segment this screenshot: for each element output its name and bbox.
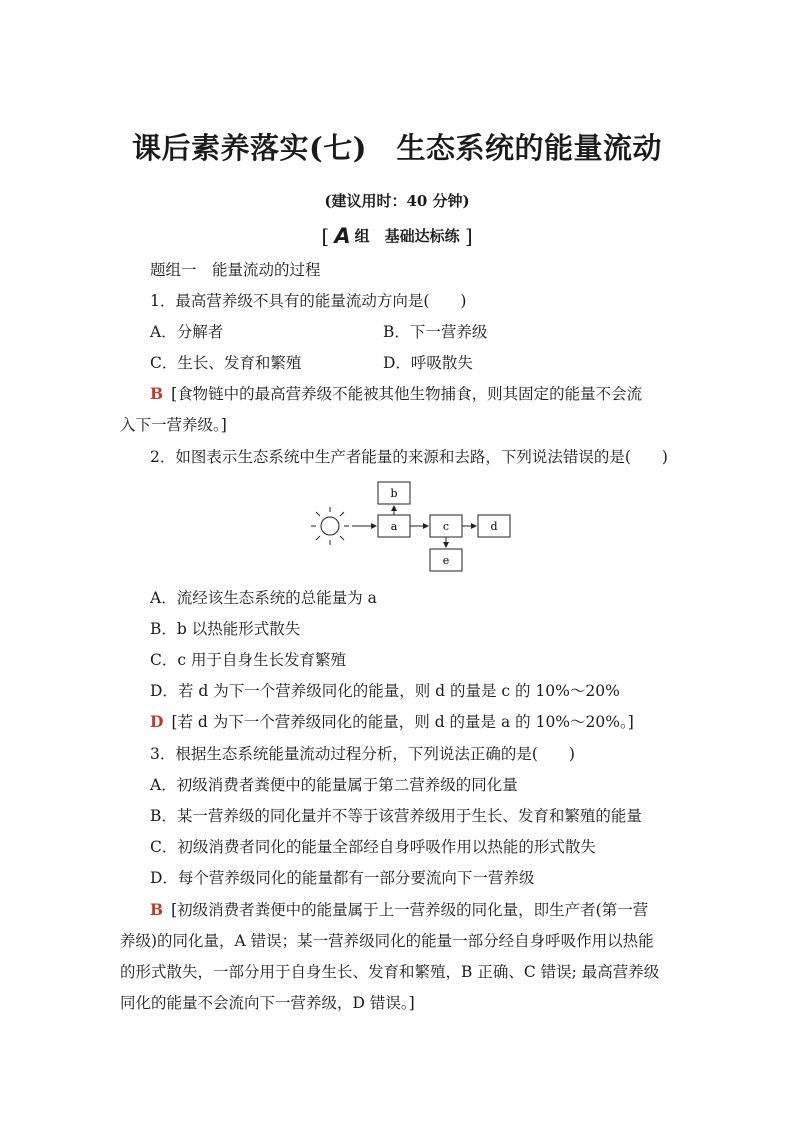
- q2-stem: 2．如图表示生态系统中生产者能量的来源和去路，下列说法错误的是( ): [150, 448, 668, 466]
- q2-explanation-text: [若 d 为下一个营养级同化的能量，则 d 的量是 a 的 10%～20%。]: [171, 713, 634, 731]
- label-e: e: [442, 554, 450, 567]
- q1-option-d: D．呼吸散失: [383, 354, 473, 372]
- suggested-time: (建议用时：40 分钟): [324, 192, 470, 210]
- q1-explanation-line2: 入下一营养级。]: [120, 416, 227, 434]
- q2-option-b: B．b 以热能形式散失: [150, 620, 301, 638]
- label-a: a: [390, 520, 398, 533]
- group-letter: A: [334, 224, 351, 248]
- q2-option-a: A．流经该生态系统的总能量为 a: [150, 589, 377, 607]
- group-label: 组 基础达标练: [354, 227, 460, 245]
- q1-answer: B: [150, 384, 164, 403]
- q1-option-a: A．分解者: [150, 323, 224, 341]
- q1-explanation: [150, 384, 642, 404]
- q1-option-b: B．下一营养级: [383, 323, 488, 341]
- q3-option-d: D．每个营养级同化的能量都有一部分要流向下一营养级: [150, 869, 535, 887]
- q3-answer: B: [150, 900, 164, 919]
- q3-explanation-line1: [初级消费者粪便中的能量属于上一营养级的同化量，即生产者(第一营: [171, 901, 649, 919]
- q1-stem: 1．最高营养级不具有的能量流动方向是( ): [150, 292, 467, 310]
- page-title: 课后素养落实(七) 生态系统的能量流动: [132, 131, 662, 165]
- q3-option-a: A．初级消费者粪便中的能量属于第二营养级的同化量: [150, 776, 518, 794]
- q2-explanation: [150, 712, 634, 732]
- q3-explanation-line2: 养级)的同化量，A 错误；某一营养级同化的能量一部分经自身呼吸作用以热能: [120, 932, 654, 950]
- q3-stem: 3．根据生态系统能量流动过程分析，下列说法正确的是( ): [150, 745, 575, 763]
- group-bracket-close: ]: [464, 224, 473, 248]
- label-d: d: [490, 520, 498, 533]
- section-heading: 题组一 能量流动的过程: [150, 261, 321, 279]
- q3-explanation: [150, 900, 648, 920]
- q1-option-c: C．生长、发育和繁殖: [150, 354, 302, 372]
- q1-explanation-line1: [食物链中的最高营养级不能被其他生物捕食，则其固定的能量不会流: [171, 385, 643, 403]
- energy-flow-diagram: [300, 474, 530, 579]
- q2-option-c: C．c 用于自身生长发育繁殖: [150, 651, 346, 669]
- q3-explanation-line4: 同化的能量不会流向下一营养级，D 错误。]: [120, 994, 415, 1012]
- label-b: b: [390, 487, 398, 500]
- sun-icon: [311, 507, 349, 545]
- group-bracket-open: [: [321, 224, 330, 248]
- q3-option-b: B．某一营养级的同化量并不等于该营养级用于生长、发育和繁殖的能量: [150, 807, 642, 825]
- label-c: c: [442, 520, 450, 533]
- q2-answer: D: [150, 712, 164, 731]
- q3-explanation-line3: 的形式散失，一部分用于自身生长、发育和繁殖，B 正确、C 错误; 最高营养级: [120, 963, 660, 981]
- q2-option-d: D．若 d 为下一个营养级同化的能量，则 d 的量是 c 的 10%～20%: [150, 682, 620, 700]
- q3-option-c: C．初级消费者同化的能量全部经自身呼吸作用以热能的形式散失: [150, 838, 596, 856]
- group-heading: [0, 224, 794, 248]
